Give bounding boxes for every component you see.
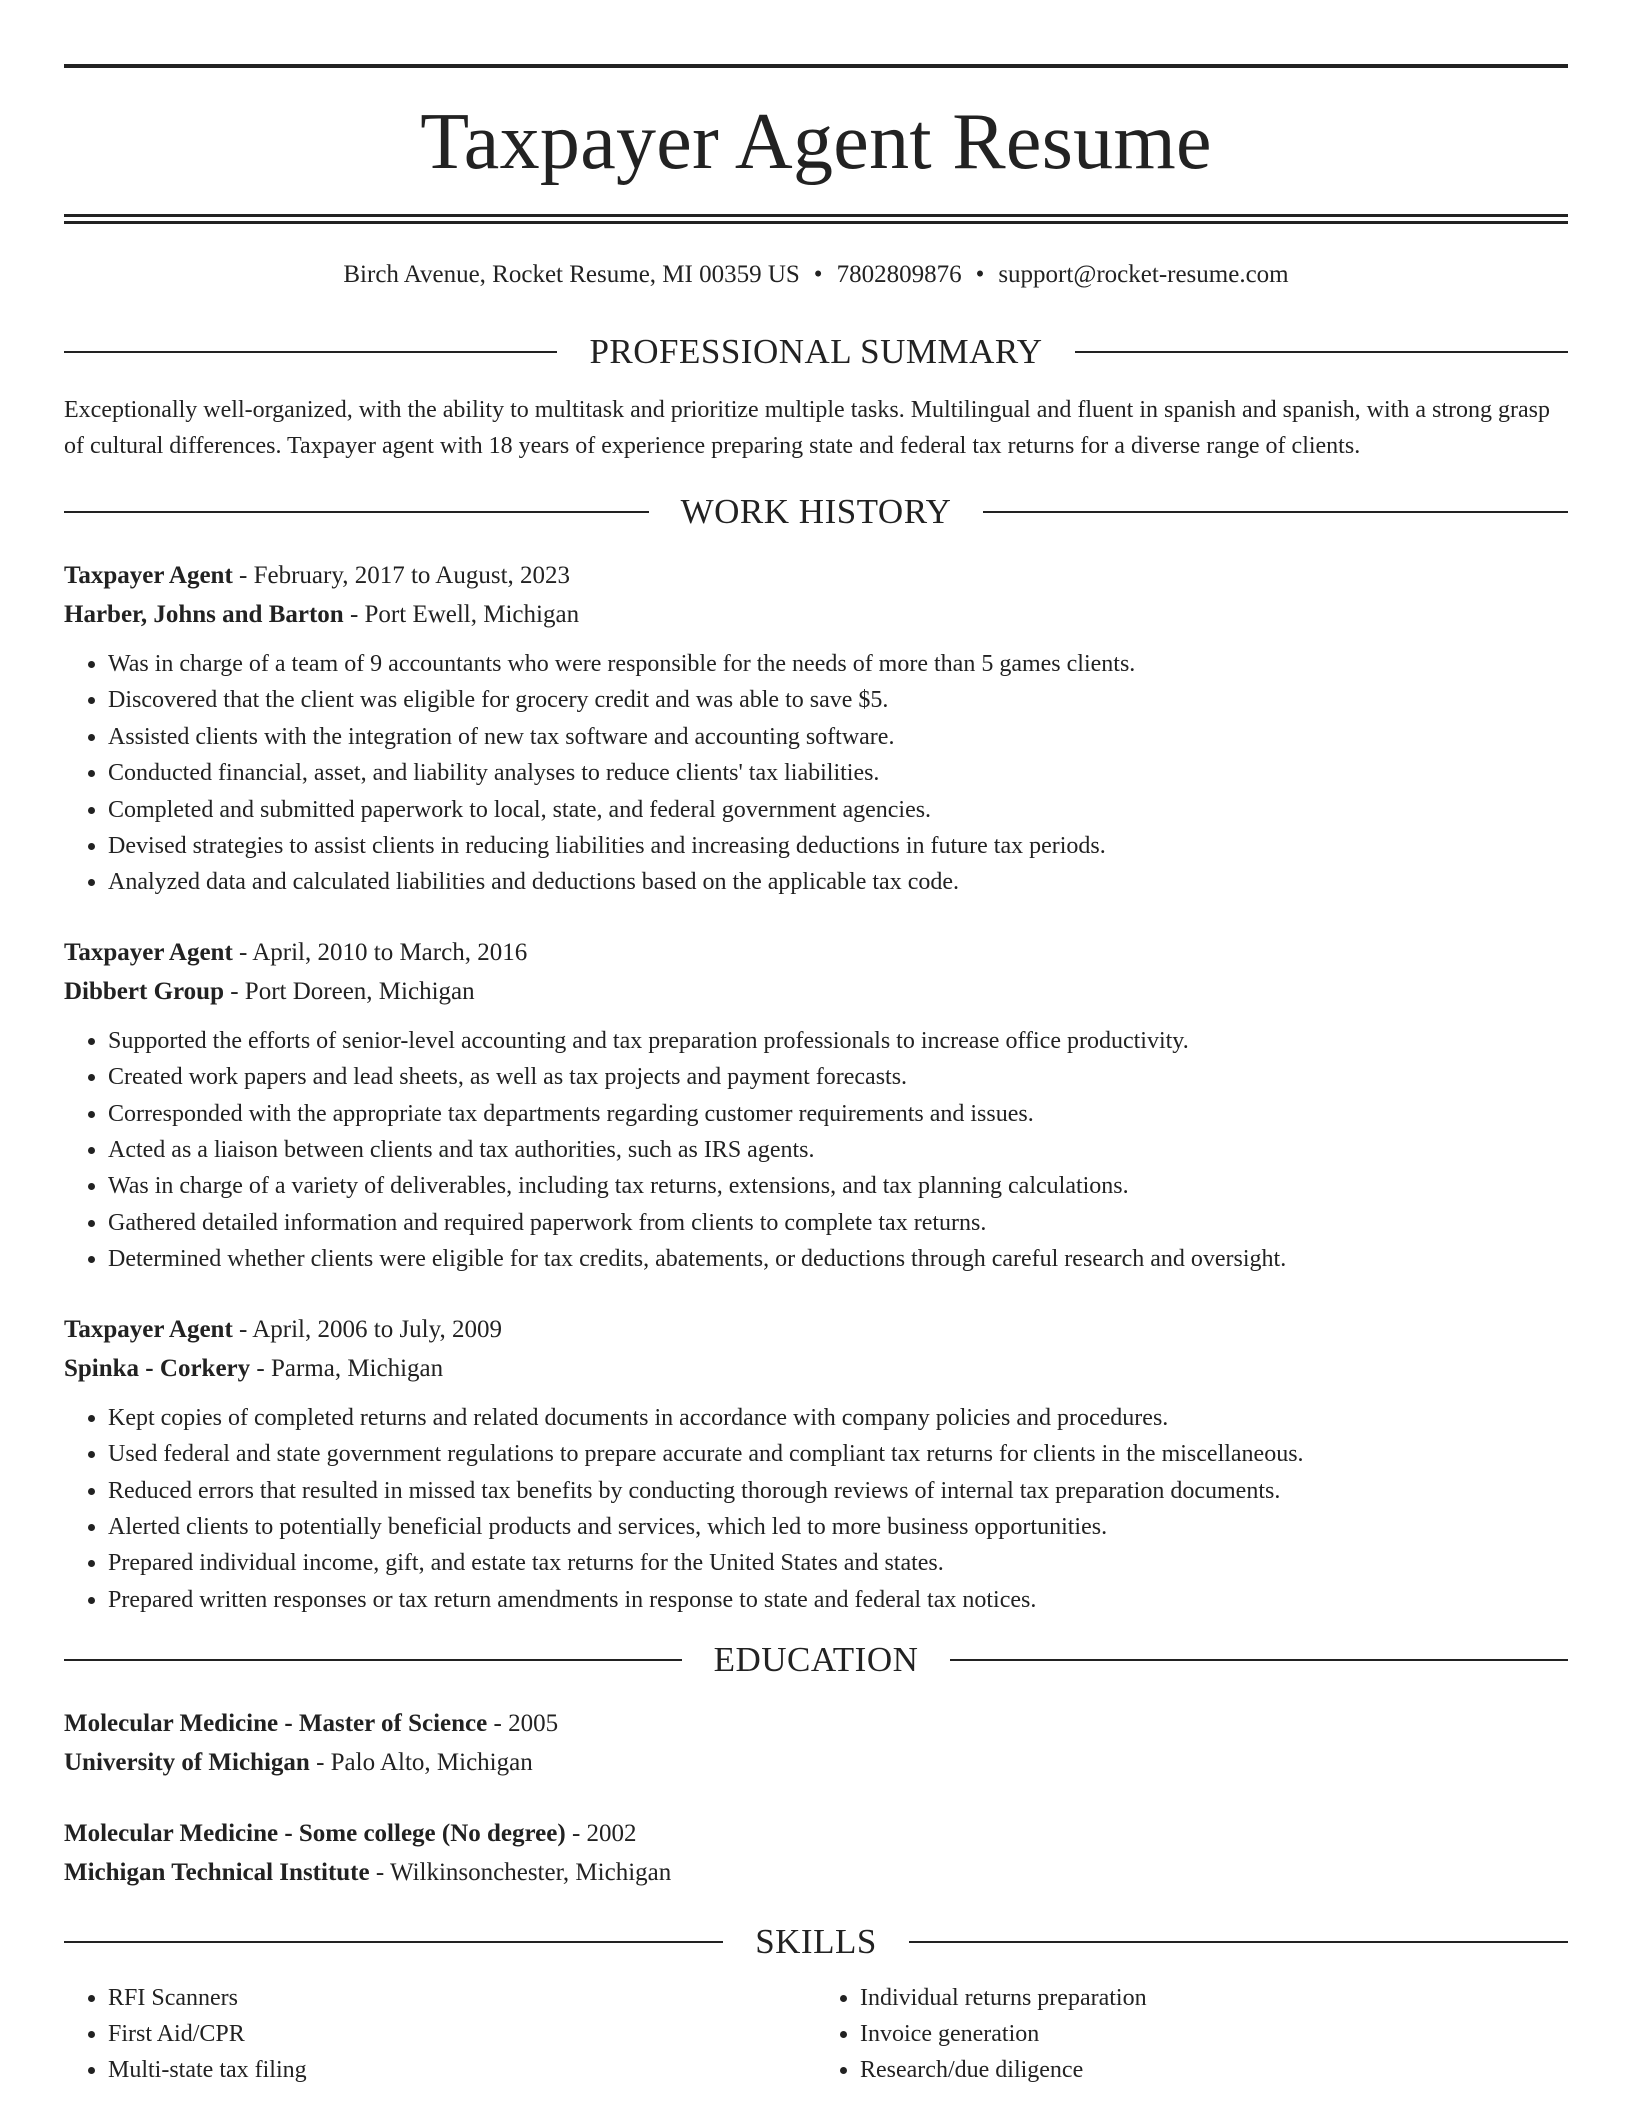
list-item: • Completed and submitted paperwork to local, state, and federal government agencies.	[108, 792, 1568, 828]
job-entry	[64, 933, 1568, 1278]
list-item: • Alerted clients to potentially beneficial products and services, which led to more business opportunities.	[108, 1509, 1568, 1545]
contact-line	[64, 260, 1568, 290]
education-degree-line	[64, 1704, 1568, 1743]
skill-item: • Multi-state tax filing	[108, 2052, 816, 2088]
job-title-line	[64, 933, 1568, 972]
education-entry	[64, 1814, 1568, 1892]
list-item: • Conducted financial, asset, and liability analyses to reduce clients' tax liabilities.	[108, 755, 1568, 791]
job-company: Dibbert Group	[64, 977, 224, 1005]
education-entry	[64, 1704, 1568, 1782]
job-title-line	[64, 556, 1568, 595]
skills-column-left	[64, 1980, 816, 2088]
section-header-skills	[64, 1922, 1568, 1962]
section-rule-left	[64, 511, 649, 513]
list-item: • Acted as a liaison between clients and tax authorities, such as IRS agents.	[108, 1132, 1568, 1168]
list-item: • Was in charge of a variety of deliverables, including tax returns, extensions, and tax planning calculations.	[108, 1168, 1568, 1204]
job-location: - Port Ewell, Michigan	[349, 601, 580, 628]
job-dates: - April, 2006 to July, 2009	[239, 1315, 502, 1343]
list-item: • Gathered detailed information and required paperwork from clients to complete tax returns.	[108, 1205, 1568, 1241]
section-title-education: EDUCATION	[713, 1640, 919, 1680]
job-entry	[64, 1310, 1568, 1618]
education-location: - Palo Alto, Michigan	[316, 1749, 533, 1777]
list-item: • Created work papers and lead sheets, as well as tax projects and payment forecasts.	[108, 1059, 1568, 1095]
list-item: • Used federal and state government regulations to prepare accurate and compliant tax returns for clients in the miscellaneous.	[108, 1436, 1568, 1472]
skill-item: • First Aid/CPR	[108, 2016, 816, 2052]
skill-item: • RFI Scanners	[108, 1980, 816, 2016]
education-school: University of Michigan	[64, 1749, 310, 1777]
education-location: - Wilkinsonchester, Michigan	[375, 1859, 672, 1887]
contact-email: support@rocket-resume.com	[998, 261, 1289, 288]
skills-list	[64, 1980, 1568, 2088]
job-entry	[64, 556, 1568, 901]
list-item: • Reduced errors that resulted in missed tax benefits by conducting thorough reviews of internal tax preparation documents.	[108, 1473, 1568, 1509]
skill-item: • Invoice generation	[860, 2016, 1568, 2052]
skills-column-right	[816, 1980, 1568, 2088]
job-title: Taxpayer Agent	[64, 562, 233, 589]
section-title-work: WORK HISTORY	[680, 492, 952, 531]
list-item: • Was in charge of a team of 9 accountants who were responsible for the needs of more than 5 games clients.	[108, 646, 1568, 682]
education-school-line	[64, 1853, 1568, 1892]
job-title-line	[64, 1310, 1568, 1349]
job-company-line	[64, 595, 1568, 634]
job-company-line	[64, 1349, 1568, 1388]
section-title-skills: SKILLS	[755, 1922, 877, 1962]
section-header-summary	[64, 332, 1568, 372]
list-item: • Analyzed data and calculated liabilities and deductions based on the applicable tax code.	[108, 864, 1568, 900]
education-year: - 2002	[571, 1820, 637, 1848]
section-header-work	[64, 492, 1568, 532]
contact-separator: •	[813, 261, 823, 288]
resume-title: Taxpayer Agent Resume	[420, 98, 1212, 186]
education-degree: Molecular Medicine - Some college (No degree)	[64, 1820, 566, 1848]
skill-item: • Research/due diligence	[860, 2052, 1568, 2088]
summary-text: Exceptionally well-organized, with the ability to multitask and prioritize multiple tasks. Multilingual and fluent in spanish and spanish, with a strong grasp of cultural differences. Taxpayer agent with 18 years of experience preparing state and federal tax returns for a diverse range of clients.	[64, 397, 1550, 459]
list-item: • Prepared individual income, gift, and estate tax returns for the United States and states.	[108, 1545, 1568, 1581]
resume-page	[64, 64, 1568, 2088]
job-company-line	[64, 972, 1568, 1011]
contact-address: Birch Avenue, Rocket Resume, MI 00359 US	[343, 261, 800, 288]
education-school-line	[64, 1743, 1568, 1782]
skill-item: • Individual returns preparation	[860, 1980, 1568, 2016]
section-rule-left	[64, 1659, 682, 1661]
job-location: - Parma, Michigan	[256, 1354, 444, 1382]
job-bullets	[64, 1023, 1568, 1278]
contact-phone: 7802809876	[836, 261, 962, 288]
section-title-summary: PROFESSIONAL SUMMARY	[589, 332, 1043, 371]
list-item: • Supported the efforts of senior-level accounting and tax preparation professionals to increase office productivity.	[108, 1023, 1568, 1059]
list-item: • Assisted clients with the integration of new tax software and accounting software.	[108, 719, 1568, 755]
section-rule-left	[64, 1941, 723, 1943]
education-year: - 2005	[493, 1710, 559, 1738]
section-header-education	[64, 1640, 1568, 1680]
job-location: - Port Doreen, Michigan	[230, 977, 475, 1005]
contact-separator: •	[975, 261, 985, 288]
list-item: • Discovered that the client was eligible for grocery credit and was able to save $5.	[108, 682, 1568, 718]
education-degree: Molecular Medicine - Master of Science	[64, 1710, 488, 1738]
section-rule-right	[983, 511, 1568, 513]
job-bullets	[64, 1400, 1568, 1618]
list-item: • Corresponded with the appropriate tax departments regarding customer requirements and issues.	[108, 1096, 1568, 1132]
education-degree-line	[64, 1814, 1568, 1853]
job-title: Taxpayer Agent	[64, 1315, 233, 1343]
section-rule-right	[909, 1941, 1568, 1943]
section-rule-right	[950, 1659, 1568, 1661]
job-dates: - February, 2017 to August, 2023	[239, 562, 571, 589]
job-dates: - April, 2010 to March, 2016	[239, 938, 528, 966]
job-bullets	[64, 646, 1568, 901]
section-rule-right	[1075, 351, 1568, 353]
list-item: • Determined whether clients were eligible for tax credits, abatements, or deductions through careful research and oversight.	[108, 1241, 1568, 1277]
job-title: Taxpayer Agent	[64, 938, 233, 966]
title-double-rule	[64, 214, 1568, 224]
list-item: • Kept copies of completed returns and related documents in accordance with company policies and procedures.	[108, 1400, 1568, 1436]
job-company: Harber, Johns and Barton	[64, 601, 344, 628]
job-company: Spinka - Corkery	[64, 1354, 251, 1382]
list-item: • Prepared written responses or tax return amendments in response to state and federal tax notices.	[108, 1582, 1568, 1618]
section-rule-left	[64, 351, 557, 353]
top-rule	[64, 64, 1568, 68]
education-school: Michigan Technical Institute	[64, 1859, 370, 1887]
list-item: • Devised strategies to assist clients in reducing liabilities and increasing deductions in future tax periods.	[108, 828, 1568, 864]
